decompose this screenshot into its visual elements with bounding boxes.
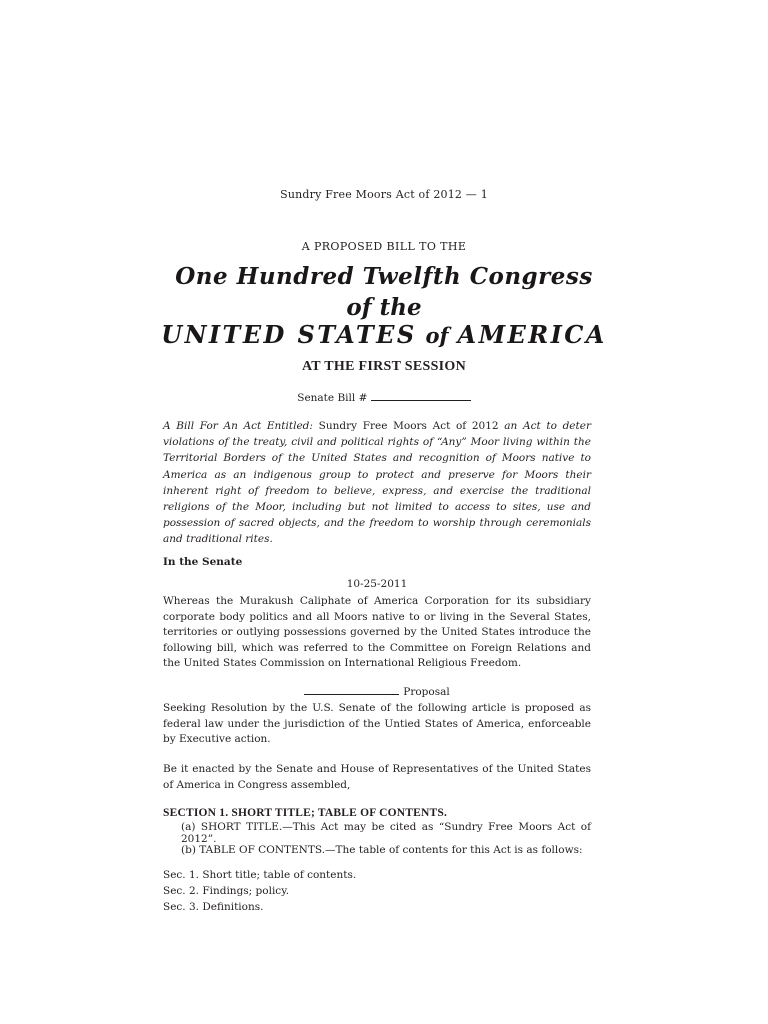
running-head: Sundry Free Moors Act of 2012 — 1	[280, 188, 488, 201]
preamble-body: an Act to deter violations of the treaty, civil and political rights of “Any” Moor living within the Territorial Borders of the United States and recognition of Moors native to America as an indigenous group to protect and preserve for Moors their inherent right of freedom to believe, express, and exercise the traditional religions of the Moor, including but not limited to access to sites, use and possession of sacred objects, and the freedom to worship through ceremonials and traditional rites.	[163, 420, 591, 546]
title-of-text: of	[425, 323, 449, 348]
bill-preamble	[163, 418, 591, 548]
session-heading: AT THE FIRST SESSION	[301, 359, 467, 374]
toc-item: Sec. 3. Definitions.	[163, 901, 264, 913]
preamble-act-name: Sundry Free Moors Act of 2012	[318, 420, 499, 432]
in-the-senate: In the Senate	[163, 556, 243, 568]
seeking-resolution-paragraph: Seeking Resolution by the U.S. Senate of the following article is proposed as federal law under the jurisdiction of the Untied States of America, enforceable by Executive action.	[163, 702, 591, 746]
toc-item: Sec. 1. Short title; table of contents.	[163, 869, 357, 881]
proposed-bill-line: A PROPOSED BILL TO THE	[301, 240, 467, 253]
senate-bill-number	[0, 391, 768, 404]
title-congress: One Hundred Twelfth Congress	[175, 263, 593, 290]
preamble-lead: A Bill For An Act Entitled:	[163, 420, 313, 432]
table-of-contents-paragraph: (b) TABLE OF CONTENTS.—The table of contents for this Act is as follows:	[181, 844, 583, 856]
toc-item: Sec. 2. Findings; policy.	[163, 885, 290, 897]
bill-date: 10-25-2011	[346, 578, 408, 590]
title-united-states	[0, 320, 768, 349]
title-of-the: of the	[346, 294, 422, 321]
section-1-heading: SECTION 1. SHORT TITLE; TABLE OF CONTENTS.	[163, 807, 448, 819]
short-title-paragraph: (a) SHORT TITLE.—This Act may be cited as “Sundry Free Moors Act of 2012”.	[181, 821, 591, 845]
enacting-clause: Be it enacted by the Senate and House of Representatives of the United States of America in Congress assembled,	[163, 763, 591, 791]
proposal-line	[163, 685, 591, 698]
proposal-blank	[304, 685, 399, 695]
title-united-states-text: UNITED STATES	[161, 320, 417, 349]
whereas-paragraph: Whereas the Murakush Caliphate of America Corporation for its subsidiary corporate body politics and all Moors native to or living in the Several States, territories or outlying possessions governed by the United States introduce the following bill, which was referred to the Committee on Foreign Relations and the United States Commission on International Religious Freedom.	[163, 595, 591, 670]
senate-bill-blank	[371, 391, 471, 401]
senate-bill-label: Senate Bill #	[297, 392, 368, 404]
title-america-text: AMERICA	[457, 320, 607, 349]
proposal-label: Proposal	[403, 686, 450, 698]
